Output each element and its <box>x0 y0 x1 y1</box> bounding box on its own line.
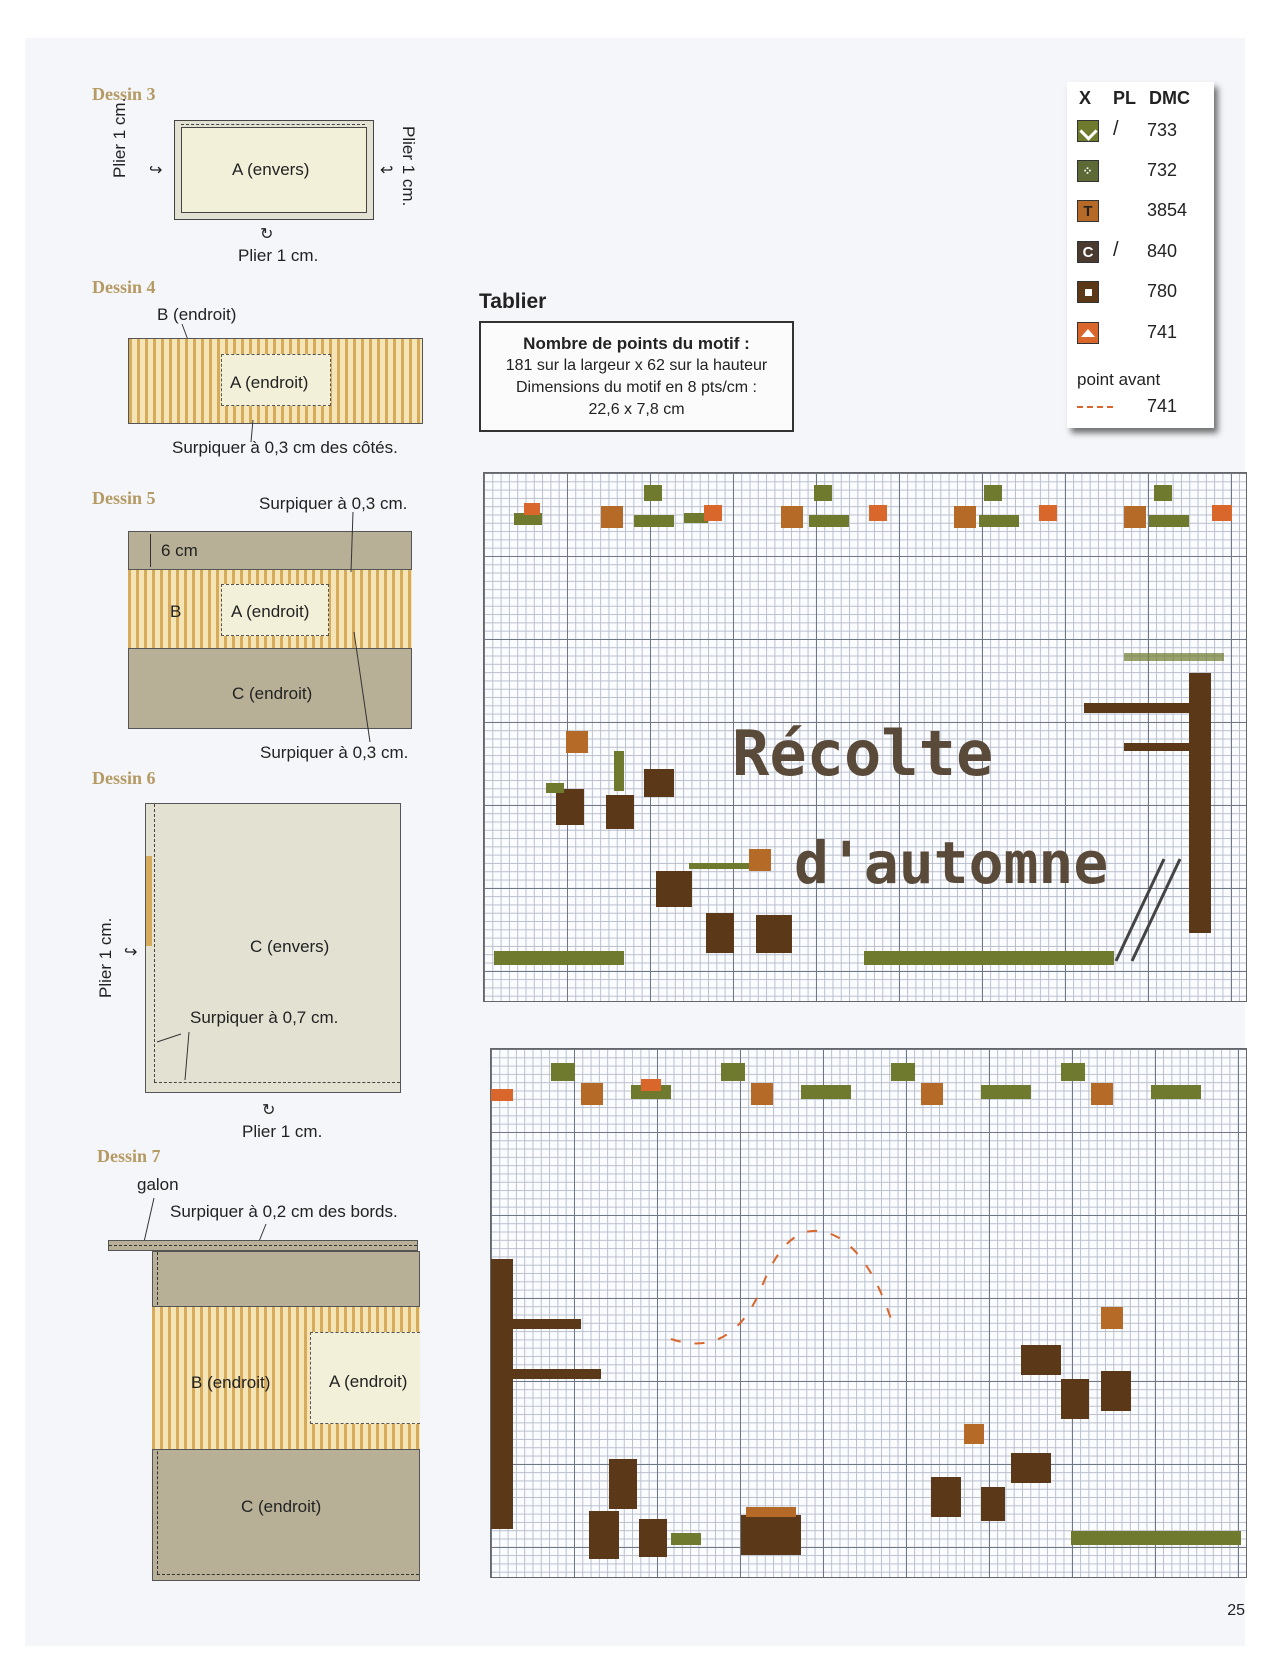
leader-line <box>136 1196 276 1246</box>
dessin6-heading: Dessin 6 <box>92 768 156 788</box>
dessin3-panel-label: A (envers) <box>232 160 310 179</box>
dessin5-bottom-label: Surpiquer à 0,3 cm. <box>260 743 409 762</box>
fold-arrow-icon: ↻ <box>262 1102 276 1119</box>
legend-symbol-840: C <box>1077 241 1099 263</box>
legend-point-avant-label: point avant <box>1077 370 1161 389</box>
legend-dmc-840: 840 <box>1147 241 1178 261</box>
dessin7-b-label: B (endroit) <box>191 1373 271 1392</box>
cross-stitch-chart-top <box>483 472 1247 1002</box>
dessin7-galon-label: galon <box>137 1175 179 1194</box>
dessin3-fold-right: Plier 1 cm. <box>399 126 418 207</box>
chart-text-line2: d'automne <box>794 829 1109 897</box>
fold-arrow-icon: ↪ <box>149 162 163 179</box>
dessin7-heading: Dessin 7 <box>97 1146 161 1166</box>
dessin5-top-label: Surpiquer à 0,3 cm. <box>259 494 408 513</box>
dessin6-fold-bottom: Plier 1 cm. <box>242 1122 323 1141</box>
info-line-3: 22,6 x 7,8 cm <box>588 401 685 418</box>
chart-bottom-motifs <box>491 1049 1246 1577</box>
dessin3-dashline <box>181 124 365 125</box>
info-line-2: Dimensions du motif en 8 pts/cm : <box>516 379 757 396</box>
chart-top-motifs <box>484 473 1246 1001</box>
dessin7-c-label: C (endroit) <box>241 1497 322 1516</box>
page-number: 25 <box>1227 1602 1245 1619</box>
tree-right <box>1084 653 1224 961</box>
flower-border-bottom <box>491 1063 1201 1105</box>
legend-pl-840: / <box>1113 239 1119 261</box>
dessin4-panel-label: A (endroit) <box>230 373 309 392</box>
dessin3-fold-bottom: Plier 1 cm. <box>238 246 319 265</box>
legend-header-pl: PL <box>1113 88 1137 108</box>
stitch-line <box>154 1082 400 1083</box>
acorn-cluster-left <box>546 731 674 829</box>
dessin4-bottom-label: Surpiquer à 0,3 cm des côtés. <box>172 438 398 457</box>
acorn-cluster-bottom <box>589 1424 1051 1559</box>
legend-symbol-733 <box>1077 120 1099 142</box>
dessin5-c-label: C (endroit) <box>232 684 313 703</box>
dessin3-heading: Dessin 3 <box>92 84 156 104</box>
legend-symbol-780 <box>1077 281 1099 303</box>
legend-symbol-741 <box>1077 322 1099 344</box>
legend-dmc-741: 741 <box>1147 322 1178 342</box>
dessin6-panel-label: C (envers) <box>250 937 330 956</box>
tablier-title: Tablier <box>479 290 547 313</box>
info-line-1: 181 sur la largeur x 62 sur la hauteur <box>505 357 768 374</box>
grass-row <box>494 951 1114 965</box>
info-title: Nombre de points du motif : <box>523 334 750 353</box>
dessin5-heading: Dessin 5 <box>92 488 156 508</box>
legend-dmc-780: 780 <box>1147 281 1178 301</box>
stitch-line <box>109 1245 417 1246</box>
dessin5-b-label: B <box>170 602 182 621</box>
acorn-cluster-center <box>656 849 792 953</box>
acorn-cluster-right <box>1021 1307 1131 1419</box>
cross-stitch-chart-bottom <box>490 1048 1247 1578</box>
leader-line <box>155 1030 195 1082</box>
dessin6-stitch-label: Surpiquer à 0,7 cm. <box>190 1008 339 1027</box>
stitch-line <box>157 1574 419 1575</box>
fold-arrow-icon: ↪ <box>124 944 138 961</box>
legend-dmc-733: 733 <box>1147 120 1178 140</box>
color-legend <box>1067 82 1214 428</box>
dessin7-a-label: A (endroit) <box>329 1372 408 1391</box>
dessin7-stitch-label: Surpiquer à 0,2 cm des bords. <box>170 1202 398 1221</box>
legend-dmc-732: 732 <box>1147 160 1178 180</box>
legend-symbol-732: ⁘ <box>1077 160 1099 182</box>
motif-info-box <box>479 321 794 432</box>
basket <box>741 1507 801 1555</box>
legend-point-avant-dmc: 741 <box>1147 396 1178 416</box>
tree-left <box>491 1259 601 1529</box>
dessin6-fold-left: Plier 1 cm. <box>96 917 115 998</box>
flower-border-top <box>514 485 1232 528</box>
legend-header-x: X <box>1079 88 1092 108</box>
galon-strip <box>108 1240 418 1251</box>
dessin5-panel-label: A (endroit) <box>231 602 310 621</box>
legend-pl-733: / <box>1113 118 1119 140</box>
backstitch-swatch-icon <box>1077 406 1113 408</box>
measure-line <box>150 534 151 567</box>
leader-line <box>348 512 378 744</box>
dessin3-fold-left: Plier 1 cm. <box>110 97 129 178</box>
fold-arrow-icon: ↻ <box>260 226 274 243</box>
dessin5-measure: 6 cm <box>161 541 198 560</box>
legend-symbol-3854: T <box>1077 200 1099 222</box>
backstitch-basket-outline <box>671 1231 891 1344</box>
stripe-edge <box>146 856 152 946</box>
dessin4-heading: Dessin 4 <box>92 277 156 297</box>
fold-arrow-icon: ↩ <box>380 162 394 179</box>
legend-header-dmc: DMC <box>1149 88 1190 108</box>
dessin4-top-label: B (endroit) <box>157 305 237 324</box>
legend-dmc-3854: 3854 <box>1147 200 1188 220</box>
chart-text-line1: Récolte <box>732 717 994 790</box>
